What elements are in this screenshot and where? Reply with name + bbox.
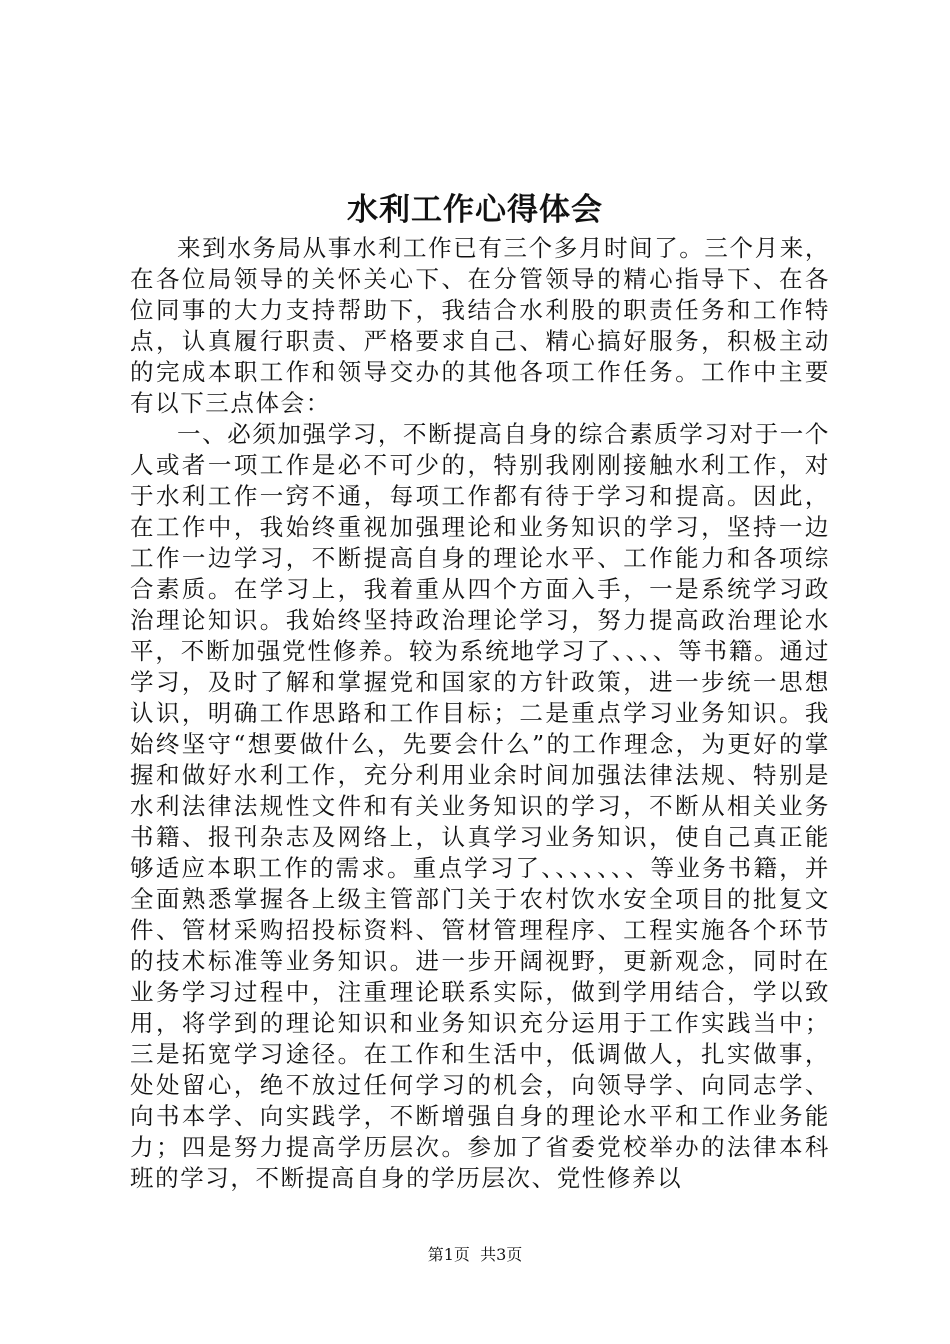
footer-separator	[470, 1245, 480, 1264]
paragraph-intro: 来到水务局从事水利工作已有三个多月时间了。三个月来，在各位局领导的关怀关心下、在分管领导的精心指导下、在各位同事的大力支持帮助下，我结合水利股的职责任务和工作特点，认真履行职责、严格要求自己、精心搞好服务，积极主动的完成本职工作和领导交办的其他各项工作任务。工作中主要有以下三点体会：	[130, 234, 830, 417]
page-number: 第1页	[427, 1245, 470, 1264]
document-body	[130, 233, 830, 1194]
page-footer	[0, 1244, 950, 1266]
page-total: 共3页	[480, 1245, 523, 1264]
document-title: 水利工作心得体会	[347, 192, 603, 228]
paragraph-point-one: 一、必须加强学习，不断提高自身的综合素质学习对于一个人或者一项工作是必不可少的，特别我刚刚接触水利工作，对于水利工作一窍不通，每项工作都有待于学习和提高。因此，在工作中，我始终重视加强理论和业务知识的学习，坚持一边工作一边学习，不断提高自身的理论水平、工作能力和各项综合素质。在学习上，我着重从四个方面入手，一是系统学习政治理论知识。我始终坚持政治理论学习，努力提高政治理论水平，不断加强党性修养。较为系统地学习了、、、、等书籍。通过学习，及时了解和掌握党和国家的方针政策，进一步统一思想认识，明确工作思路和工作目标；二是重点学习业务知识。我始终坚守“想要做什么，先要会什么”的工作理念，为更好的掌握和做好水利工作，充分利用业余时间加强法律法规、特别是水利法律法规性文件和有关业务知识的学习，不断从相关业务书籍、报刊杂志及网络上，认真学习业务知识，使自己真正能够适应本职工作的需求。重点学习了、、、、、、、等业务书籍，并全面熟悉掌握各上级主管部门关于农村饮水安全项目的批复文件、管材采购招投标资料、管材管理程序、工程实施各个环节的技术标准等业务知识。进一步开阔视野，更新观念，同时在业务学习过程中，注重理论联系实际，做到学用结合，学以致用，将学到的理论知识和业务知识充分运用于工作实践当中；三是拓宽学习途径。在工作和生活中，低调做人，扎实做事，处处留心，绝不放过任何学习的机会，向领导学、向同志学、向书本学、向实践学，不断增强自身的理论水平和工作业务能力；四是努力提高学历层次。参加了省委党校举办的法律本科班的学习，不断提高自身的学历层次、党性修养以	[130, 420, 830, 1192]
